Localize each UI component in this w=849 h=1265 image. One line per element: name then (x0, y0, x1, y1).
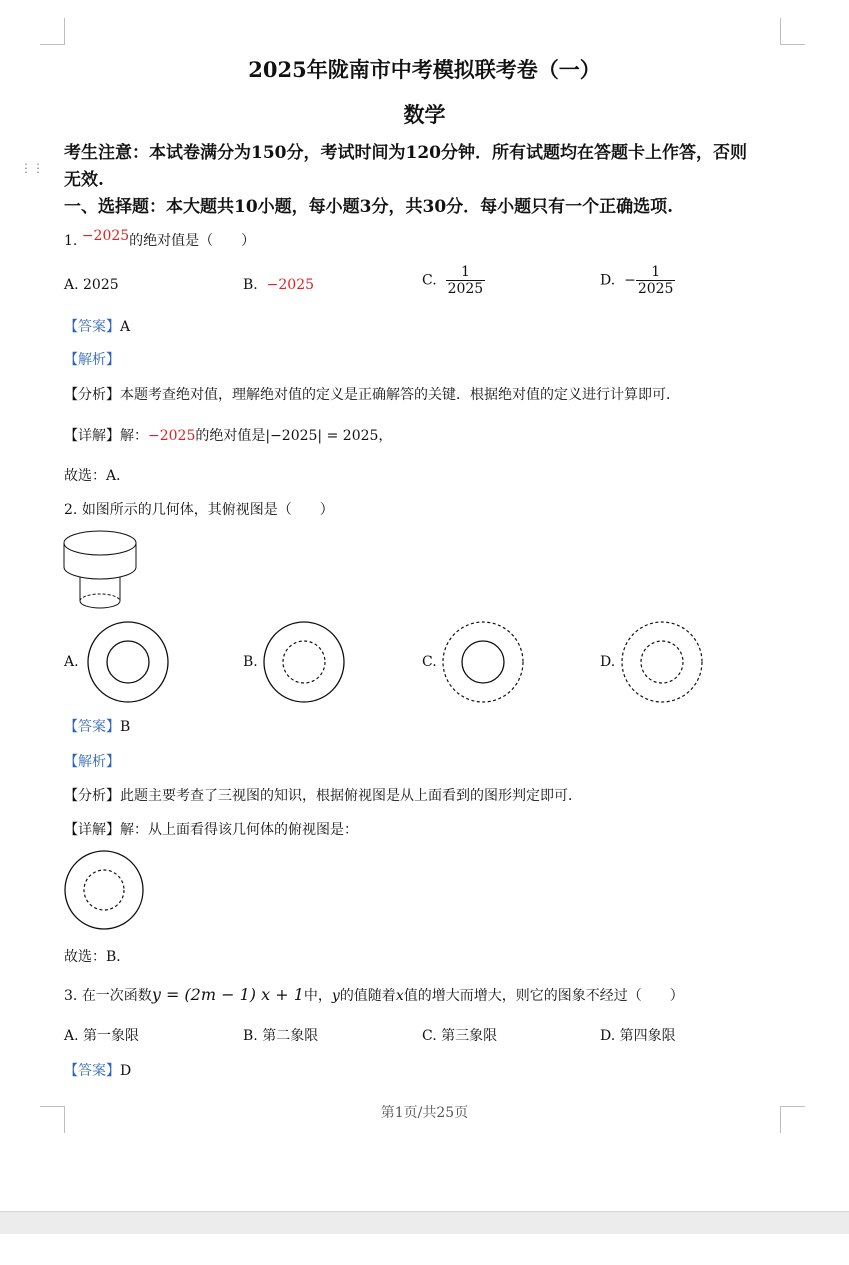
math-formula: y = (2m − 1) x + 1 (151, 985, 304, 1004)
q2-option-c-label[interactable]: C. (422, 654, 437, 670)
question-number: 3. (64, 988, 78, 1004)
q2-option-a-figure[interactable] (86, 620, 170, 704)
q1-conclusion: 故选：A． (64, 468, 131, 484)
corner-mark-top-right (780, 18, 805, 45)
subject-title: 数学 (403, 102, 446, 127)
q3-option-c[interactable]: C. 第三象限 (422, 1028, 498, 1044)
horizontal-scrollbar[interactable] (0, 1211, 849, 1234)
q2-analysis: 【分析】此题主要考查了三视图的知识，根据俯视图是从上面看到的图形判定即可． (64, 788, 582, 804)
q2-option-b-label[interactable]: B. (243, 654, 258, 670)
q1-answer: 【答案】A (64, 319, 131, 335)
q1-option-c[interactable]: C. $\frac{1}{2025}$ (422, 264, 484, 297)
exam-title: 2025年陇南市中考模拟联考卷（一） (248, 57, 601, 82)
math-expr: −2025 (81, 228, 130, 244)
q3-answer: 【答案】D (64, 1063, 132, 1079)
page-number: 第1页/共25页 (380, 1105, 469, 1121)
q1-option-a[interactable]: A. 2025 (64, 277, 119, 293)
fraction: $\frac{1}{2025}$ (637, 264, 674, 297)
q2-option-a-label[interactable]: A. (64, 654, 79, 670)
question-2 (64, 499, 334, 519)
exam-notice: 考生注意：本试卷满分为150分，考试时间为120分钟．所有试题均在答题卡上作答，否则 (64, 143, 747, 163)
q3-option-b[interactable]: B. 第二象限 (243, 1028, 319, 1044)
q2-conclusion: 故选：B． (64, 949, 131, 965)
question-number: 2. (64, 502, 78, 518)
q2-option-c-figure[interactable] (441, 620, 525, 704)
q2-option-b-figure[interactable] (262, 620, 346, 704)
question-3: 3. 在一次函数y = (2m − 1) x + 1中，y的值随着x值的增大而增大，则它的图象不经过（ ） (64, 985, 684, 1004)
q2-option-d-figure[interactable] (620, 620, 704, 704)
section-heading: 一、选择题：本大题共10小题，每小题3分，共30分．每小题只有一个正确选项. (64, 197, 674, 217)
corner-mark-top-left (40, 18, 65, 45)
q1-option-d[interactable]: D. − $\frac{1}{2025}$ (600, 264, 674, 297)
q3-option-d[interactable]: D. 第四象限 (600, 1028, 676, 1044)
q1-jiexi-tag: 【解析】 (64, 352, 120, 368)
q2-answer: 【答案】B (64, 719, 131, 735)
q2-detail: 【详解】解：从上面看得该几何体的俯视图是： (64, 822, 358, 838)
q3-option-a[interactable]: A. 第一象限 (64, 1028, 140, 1044)
q1-analysis: 【分析】本题考查绝对值，理解绝对值的定义是正确解答的关键．根据绝对值的定义进行计算即可． (64, 387, 680, 403)
q2-jiexi-tag: 【解析】 (64, 754, 120, 770)
q1-detail: 【详解】解：−2025的绝对值是|−2025| = 2025， (64, 428, 393, 444)
question-stem: 如图所示的几何体，其俯视图是（ ） (81, 502, 334, 518)
question-stem: 的绝对值是（ ） (129, 233, 256, 249)
q2-option-d-label[interactable]: D. (600, 654, 616, 670)
solid-figure-diagram (60, 528, 142, 612)
fraction: $\frac{1}{2025}$ (447, 264, 484, 297)
q2-solution-figure (62, 848, 146, 932)
question-number: 1. (64, 233, 78, 249)
question-1 (64, 230, 255, 250)
q1-option-b[interactable]: B. −2025 (243, 277, 315, 293)
drag-handle-icon[interactable]: ⋮⋮ (20, 161, 44, 175)
exam-notice-cont: 无效. (64, 170, 104, 190)
